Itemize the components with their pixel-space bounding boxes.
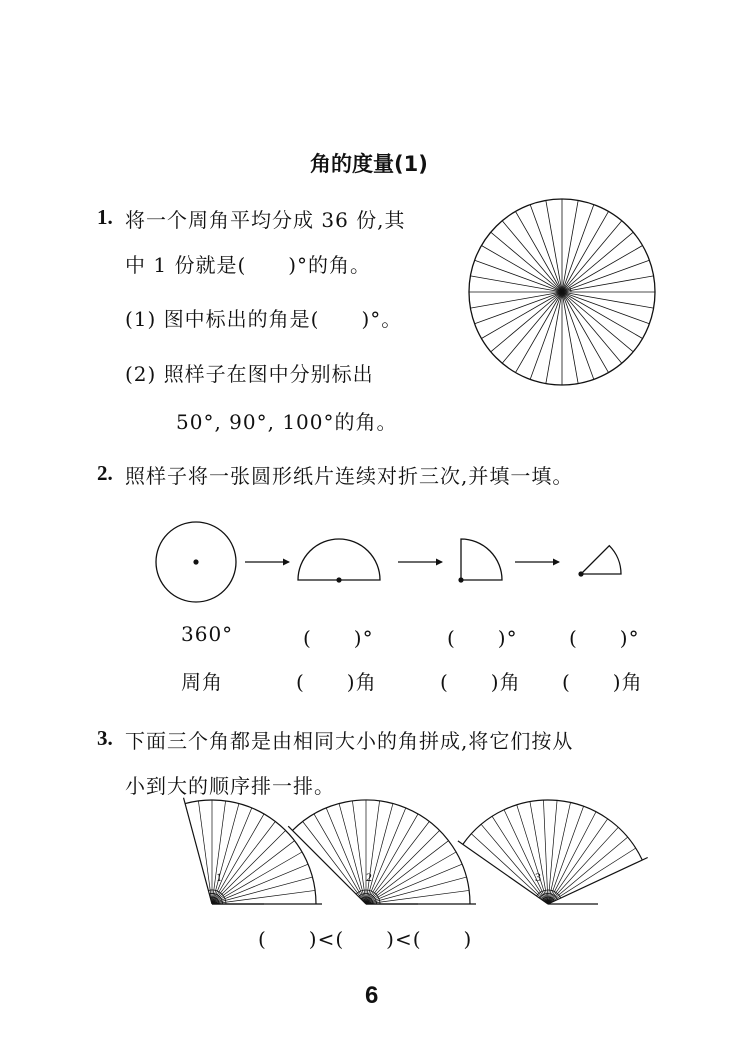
q2-text: 照样子将一张圆形纸片连续对折三次,并填一填。: [125, 464, 574, 488]
folding-sequence: [156, 522, 621, 602]
q2-degree-2: ( )°: [303, 626, 374, 650]
q1-text-line1: 将一个周角平均分成 36 份,其: [125, 208, 406, 232]
q3-text-line2: 小到大的顺序排一排。: [125, 774, 335, 798]
fan-spoke: [212, 852, 302, 904]
half-circle-paper: [298, 539, 380, 580]
fan-2: [288, 800, 476, 904]
q2-number: 2.: [97, 461, 113, 485]
arrow-head-1: [283, 559, 290, 566]
quarter-circle-center-dot: [458, 577, 463, 582]
fan-label-1: 1: [216, 870, 222, 884]
q1-number: 1.: [97, 205, 113, 229]
fan-spoke: [366, 877, 466, 904]
circle-center-dot: [193, 559, 198, 564]
fan-label-2: 2: [366, 870, 372, 884]
divided-circle-figure: [469, 199, 655, 385]
fan-spoke: [212, 830, 286, 904]
q1-sub2-angles: 50°, 90°, 100°的角。: [176, 410, 398, 434]
fan-spoke: [212, 814, 264, 904]
circle-spokes: [469, 199, 655, 385]
fan-spoke: [212, 877, 312, 904]
q2-name-2: ( )角: [296, 670, 377, 694]
composed-angles-figure: [184, 798, 648, 904]
q3-text-line1: 下面三个角都是由相同大小的角拼成,将它们按从: [125, 729, 574, 753]
q3-number: 3.: [97, 726, 113, 750]
fan-spoke: [530, 802, 548, 904]
fan-spoke: [339, 804, 366, 904]
fan-label-3: 3: [535, 870, 541, 884]
arrow-head-2: [436, 559, 443, 566]
fan-spoke: [504, 810, 548, 904]
fan-spoke: [548, 858, 648, 904]
q2-name-3: ( )角: [440, 670, 521, 694]
half-circle-center-dot: [336, 577, 341, 582]
fan-spoke: [184, 798, 212, 904]
fan-spoke: [517, 805, 548, 904]
q1-sub1: (1) 图中标出的角是( )°。: [125, 307, 403, 331]
fan-3: [458, 800, 648, 904]
fan-1: [184, 798, 322, 904]
page-number: 6: [365, 982, 379, 1009]
quarter-circle-paper: [461, 539, 502, 580]
q1-text-line2: 中 1 份就是( )°的角。: [125, 253, 372, 277]
fan-spoke: [366, 804, 393, 904]
fan-spoke: [198, 801, 212, 904]
q1-sub2: (2) 照样子在图中分别标出: [125, 362, 374, 386]
eighth-circle-center-dot: [578, 571, 583, 576]
fan-spoke: [366, 852, 456, 904]
q2-degree-3: ( )°: [447, 626, 518, 650]
q2-name-4: ( )角: [562, 670, 643, 694]
fan-spoke: [543, 800, 548, 904]
fan-spoke: [366, 814, 418, 904]
fan-spoke: [548, 802, 571, 904]
eighth-circle-paper: [581, 546, 621, 574]
marked-angle-arc: [570, 288, 571, 293]
q2-degree-1: 360°: [181, 622, 234, 646]
fan-spoke: [366, 830, 440, 904]
arrow-head-3: [553, 559, 560, 566]
q3-answer-blanks: ( )<( )<( ): [258, 927, 473, 951]
q2-degree-4: ( )°: [569, 626, 640, 650]
page-title: 角的度量(1): [310, 152, 428, 176]
q2-name-1: 周角: [181, 670, 223, 694]
fan-spoke: [212, 804, 239, 904]
